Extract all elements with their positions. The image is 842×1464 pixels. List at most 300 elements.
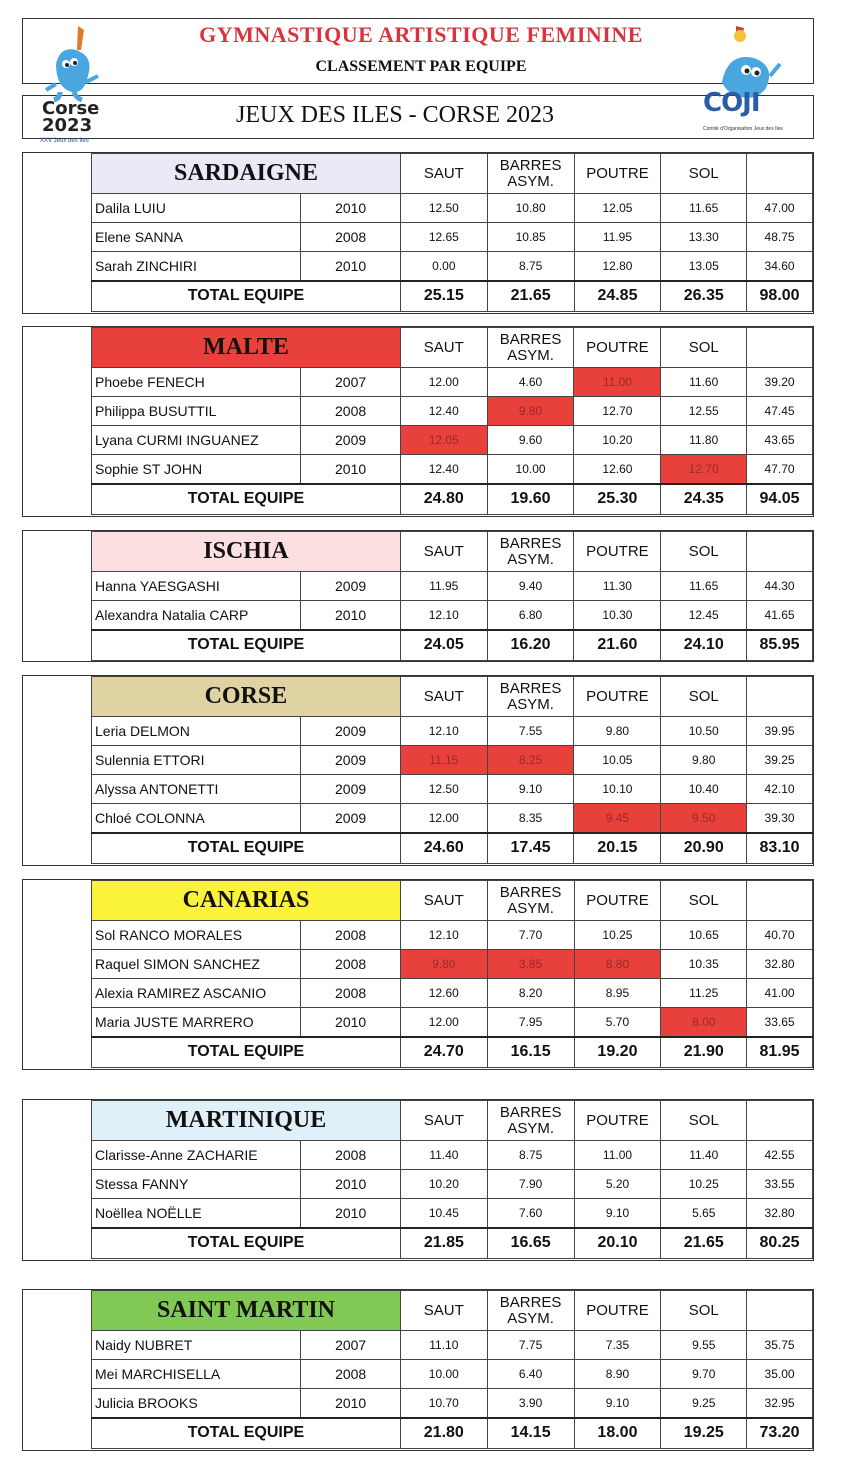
athlete-year: 2008 <box>301 921 401 950</box>
column-poutre: POUTRE <box>574 328 661 368</box>
athlete-name: Alexandra Natalia CARP <box>92 601 301 630</box>
score-barres: 7.55 <box>487 717 574 746</box>
score-barres: 10.00 <box>487 455 574 484</box>
score-barres: 9.80 <box>487 397 574 426</box>
score-poutre: 8.95 <box>574 979 661 1008</box>
score-saut: 10.45 <box>401 1199 488 1228</box>
team-header-row <box>92 1101 813 1141</box>
total-label: TOTAL EQUIPE <box>92 1228 401 1259</box>
column-poutre: POUTRE <box>574 1291 661 1331</box>
total-team: 98.00 <box>747 281 813 312</box>
athlete-year: 2008 <box>301 1141 401 1170</box>
column-total-empty <box>747 532 813 572</box>
score-sol: 9.55 <box>661 1331 747 1360</box>
athlete-row <box>92 397 813 426</box>
score-sol: 8.00 <box>661 1008 747 1037</box>
column-saut: SAUT <box>401 1101 488 1141</box>
athlete-name: Philippa BUSUTTIL <box>92 397 301 426</box>
score-total: 35.00 <box>747 1360 813 1389</box>
score-sol: 9.25 <box>661 1389 747 1418</box>
column-sol: SOL <box>661 532 747 572</box>
team-header-row <box>92 677 813 717</box>
team-name: MALTE <box>92 328 401 368</box>
team-table <box>91 1100 813 1259</box>
score-total: 47.70 <box>747 455 813 484</box>
team-total-row <box>92 1037 813 1068</box>
total-sol: 26.35 <box>661 281 747 312</box>
logo-left-caption: XXV Jeux des Iles <box>40 138 89 144</box>
athlete-row <box>92 572 813 601</box>
score-poutre: 11.00 <box>574 368 661 397</box>
score-saut: 10.00 <box>400 1360 487 1389</box>
athlete-year: 2009 <box>301 804 401 833</box>
total-sol: 20.90 <box>661 833 747 864</box>
score-saut: 12.50 <box>400 775 487 804</box>
team-table <box>91 153 813 312</box>
score-sol: 11.80 <box>661 426 747 455</box>
athlete-name: Clarisse-Anne ZACHARIE <box>92 1141 301 1170</box>
score-barres: 8.35 <box>487 804 574 833</box>
score-total: 42.55 <box>747 1141 813 1170</box>
column-saut: SAUT <box>400 532 487 572</box>
score-poutre: 7.35 <box>574 1331 661 1360</box>
total-sol: 21.65 <box>661 1228 747 1259</box>
column-poutre: POUTRE <box>574 881 661 921</box>
team-total-row <box>92 281 813 312</box>
score-poutre: 10.05 <box>574 746 661 775</box>
total-barres: 17.45 <box>487 833 574 864</box>
athlete-row <box>92 368 813 397</box>
score-total: 41.00 <box>747 979 813 1008</box>
score-barres: 3.90 <box>487 1389 574 1418</box>
score-poutre: 5.20 <box>574 1170 661 1199</box>
column-barres: BARRES ASYM. <box>487 1101 574 1141</box>
column-saut: SAUT <box>400 677 487 717</box>
athlete-year: 2009 <box>301 572 401 601</box>
score-saut: 12.50 <box>400 194 487 223</box>
athlete-year: 2010 <box>301 194 401 223</box>
athlete-name: Alexia RAMIREZ ASCANIO <box>92 979 301 1008</box>
athlete-year: 2008 <box>301 1360 401 1389</box>
score-poutre: 10.10 <box>574 775 661 804</box>
team-header-row <box>92 532 813 572</box>
score-barres: 8.75 <box>487 1141 574 1170</box>
score-total: 47.45 <box>747 397 813 426</box>
score-saut: 9.80 <box>400 950 487 979</box>
score-sol: 12.45 <box>661 601 747 630</box>
athlete-name: Julicia BROOKS <box>92 1389 301 1418</box>
score-barres: 7.60 <box>487 1199 574 1228</box>
athlete-row <box>92 455 813 484</box>
athlete-year: 2010 <box>301 252 401 281</box>
team-header-row <box>92 328 813 368</box>
score-barres: 7.75 <box>487 1331 574 1360</box>
score-poutre: 5.70 <box>574 1008 661 1037</box>
total-saut: 24.70 <box>400 1037 487 1068</box>
score-total: 33.55 <box>747 1170 813 1199</box>
score-sol: 10.40 <box>661 775 747 804</box>
score-total: 40.70 <box>747 921 813 950</box>
athlete-year: 2010 <box>301 1199 401 1228</box>
score-saut: 10.70 <box>400 1389 487 1418</box>
column-total-empty <box>747 1291 813 1331</box>
team-name: ISCHIA <box>92 532 401 572</box>
team-table <box>91 327 813 515</box>
score-poutre: 10.25 <box>574 921 661 950</box>
athlete-year: 2009 <box>301 717 401 746</box>
score-total: 39.20 <box>747 368 813 397</box>
athlete-year: 2008 <box>301 223 401 252</box>
score-barres: 7.70 <box>487 921 574 950</box>
score-saut: 12.65 <box>400 223 487 252</box>
athlete-name: Raquel SIMON SANCHEZ <box>92 950 301 979</box>
column-total-empty <box>747 154 813 194</box>
score-barres: 7.95 <box>487 1008 574 1037</box>
total-poutre: 21.60 <box>574 630 661 661</box>
column-barres: BARRES ASYM. <box>487 881 574 921</box>
score-total: 33.65 <box>747 1008 813 1037</box>
score-barres: 6.80 <box>487 601 574 630</box>
score-total: 39.30 <box>747 804 813 833</box>
column-total-empty <box>747 881 813 921</box>
total-barres: 16.20 <box>487 630 574 661</box>
column-barres: BARRES ASYM. <box>487 328 574 368</box>
athlete-row <box>92 252 813 281</box>
team-total-row <box>92 833 813 864</box>
score-poutre: 9.45 <box>574 804 661 833</box>
score-sol: 12.55 <box>661 397 747 426</box>
score-saut: 11.10 <box>400 1331 487 1360</box>
column-poutre: POUTRE <box>574 532 661 572</box>
athlete-name: Sophie ST JOHN <box>92 455 301 484</box>
score-barres: 6.40 <box>487 1360 574 1389</box>
athlete-year: 2009 <box>301 746 401 775</box>
score-sol: 13.05 <box>661 252 747 281</box>
athlete-name: Alyssa ANTONETTI <box>92 775 301 804</box>
score-saut: 12.40 <box>400 397 487 426</box>
athlete-row <box>92 804 813 833</box>
team-total-row <box>92 484 813 515</box>
total-barres: 16.15 <box>487 1037 574 1068</box>
athlete-row <box>92 1141 813 1170</box>
score-total: 43.65 <box>747 426 813 455</box>
score-total: 41.65 <box>747 601 813 630</box>
team-total-row <box>92 630 813 661</box>
total-team: 85.95 <box>747 630 813 661</box>
athlete-year: 2008 <box>301 979 401 1008</box>
score-barres: 9.10 <box>487 775 574 804</box>
athlete-name: Chloé COLONNA <box>92 804 301 833</box>
athlete-row <box>92 1331 813 1360</box>
column-barres: BARRES ASYM. <box>487 1291 574 1331</box>
score-total: 35.75 <box>747 1331 813 1360</box>
athlete-row <box>92 194 813 223</box>
score-sol: 11.65 <box>661 194 747 223</box>
team-name: SAINT MARTIN <box>92 1291 401 1331</box>
total-sol: 24.35 <box>661 484 747 515</box>
team-header-row <box>92 154 813 194</box>
athlete-row <box>92 601 813 630</box>
athlete-row <box>92 921 813 950</box>
column-total-empty <box>747 677 813 717</box>
athlete-name: Noëllea NOËLLE <box>92 1199 301 1228</box>
score-total: 32.95 <box>747 1389 813 1418</box>
total-saut: 25.15 <box>400 281 487 312</box>
total-saut: 24.80 <box>400 484 487 515</box>
column-barres: BARRES ASYM. <box>487 532 574 572</box>
total-poutre: 25.30 <box>574 484 661 515</box>
score-poutre: 11.30 <box>574 572 661 601</box>
score-saut: 11.40 <box>401 1141 488 1170</box>
total-saut: 21.80 <box>400 1418 487 1449</box>
column-sol: SOL <box>661 677 747 717</box>
score-saut: 10.20 <box>401 1170 488 1199</box>
score-sol: 10.65 <box>661 921 747 950</box>
total-sol: 24.10 <box>661 630 747 661</box>
score-sol: 9.70 <box>661 1360 747 1389</box>
team-name: SARDAIGNE <box>92 154 401 194</box>
score-poutre: 12.80 <box>574 252 661 281</box>
total-team: 81.95 <box>747 1037 813 1068</box>
athlete-year: 2008 <box>301 950 401 979</box>
team-block <box>22 152 814 314</box>
score-sol: 10.25 <box>661 1170 747 1199</box>
score-barres: 7.90 <box>487 1170 574 1199</box>
team-total-row <box>92 1228 813 1259</box>
total-label: TOTAL EQUIPE <box>92 281 401 312</box>
athlete-year: 2009 <box>301 426 401 455</box>
athlete-year: 2007 <box>301 1331 401 1360</box>
score-poutre: 11.95 <box>574 223 661 252</box>
total-saut: 24.05 <box>400 630 487 661</box>
team-block <box>22 1099 814 1261</box>
total-barres: 21.65 <box>487 281 574 312</box>
athlete-row <box>92 1170 813 1199</box>
athlete-name: Hanna YAESGASHI <box>92 572 301 601</box>
column-sol: SOL <box>661 154 747 194</box>
score-poutre: 12.60 <box>574 455 661 484</box>
team-block <box>22 675 814 866</box>
team-table <box>91 676 813 864</box>
total-label: TOTAL EQUIPE <box>92 833 401 864</box>
column-barres: BARRES ASYM. <box>487 154 574 194</box>
athlete-row <box>92 426 813 455</box>
athlete-name: Elene SANNA <box>92 223 301 252</box>
score-sol: 10.35 <box>661 950 747 979</box>
athlete-name: Sulennia ETTORI <box>92 746 301 775</box>
score-total: 47.00 <box>747 194 813 223</box>
score-poutre: 10.30 <box>574 601 661 630</box>
total-label: TOTAL EQUIPE <box>92 1418 401 1449</box>
column-sol: SOL <box>661 328 747 368</box>
column-poutre: POUTRE <box>574 154 661 194</box>
score-poutre: 9.80 <box>574 717 661 746</box>
score-saut: 12.00 <box>400 368 487 397</box>
page-subtitle: CLASSEMENT PAR EQUIPE <box>315 58 527 75</box>
athlete-year: 2010 <box>301 1008 401 1037</box>
score-total: 39.95 <box>747 717 813 746</box>
athlete-row <box>92 1389 813 1418</box>
athlete-row <box>92 1360 813 1389</box>
total-poutre: 18.00 <box>574 1418 661 1449</box>
athlete-name: Leria DELMON <box>92 717 301 746</box>
team-name: CORSE <box>92 677 401 717</box>
score-saut: 0.00 <box>400 252 487 281</box>
athlete-row <box>92 775 813 804</box>
athlete-name: Phoebe FENECH <box>92 368 301 397</box>
team-name: CANARIAS <box>92 881 401 921</box>
team-header-row <box>92 881 813 921</box>
team-table <box>91 1290 813 1449</box>
column-total-empty <box>747 328 813 368</box>
total-barres: 14.15 <box>487 1418 574 1449</box>
score-sol: 9.80 <box>661 746 747 775</box>
logo-left-text: Corse 2023 <box>42 98 100 136</box>
score-barres: 10.80 <box>487 194 574 223</box>
total-poutre: 24.85 <box>574 281 661 312</box>
total-saut: 24.60 <box>400 833 487 864</box>
score-poutre: 12.05 <box>574 194 661 223</box>
score-sol: 12.70 <box>661 455 747 484</box>
athlete-name: Maria JUSTE MARRERO <box>92 1008 301 1037</box>
score-saut: 12.00 <box>400 804 487 833</box>
column-sol: SOL <box>661 1291 747 1331</box>
column-saut: SAUT <box>400 328 487 368</box>
athlete-name: Sol RANCO MORALES <box>92 921 301 950</box>
score-saut: 11.15 <box>400 746 487 775</box>
athlete-name: Lyana CURMI INGUANEZ <box>92 426 301 455</box>
athlete-row <box>92 1008 813 1037</box>
score-sol: 11.25 <box>661 979 747 1008</box>
athlete-row <box>92 979 813 1008</box>
column-poutre: POUTRE <box>574 1101 661 1141</box>
total-team: 73.20 <box>747 1418 813 1449</box>
athlete-row <box>92 1199 813 1228</box>
score-poutre: 9.10 <box>574 1389 661 1418</box>
score-total: 32.80 <box>747 1199 813 1228</box>
athlete-year: 2008 <box>301 397 401 426</box>
score-barres: 8.20 <box>487 979 574 1008</box>
score-barres: 8.75 <box>487 252 574 281</box>
score-sol: 10.50 <box>661 717 747 746</box>
column-saut: SAUT <box>400 881 487 921</box>
score-barres: 8.25 <box>487 746 574 775</box>
score-sol: 11.65 <box>661 572 747 601</box>
athlete-row <box>92 717 813 746</box>
score-total: 44.30 <box>747 572 813 601</box>
total-label: TOTAL EQUIPE <box>92 630 401 661</box>
total-team: 80.25 <box>747 1228 813 1259</box>
total-team: 94.05 <box>747 484 813 515</box>
score-poutre: 10.20 <box>574 426 661 455</box>
score-saut: 12.00 <box>400 1008 487 1037</box>
column-sol: SOL <box>661 1101 747 1141</box>
score-poutre: 12.70 <box>574 397 661 426</box>
team-block <box>22 326 814 517</box>
column-sol: SOL <box>661 881 747 921</box>
total-team: 83.10 <box>747 833 813 864</box>
total-barres: 19.60 <box>487 484 574 515</box>
coji-logo-text: COJI <box>703 88 760 118</box>
total-sol: 21.90 <box>661 1037 747 1068</box>
column-total-empty <box>747 1101 813 1141</box>
athlete-row <box>92 223 813 252</box>
column-saut: SAUT <box>400 1291 487 1331</box>
team-table <box>91 531 813 661</box>
athlete-name: Dalila LUIU <box>92 194 301 223</box>
athlete-year: 2007 <box>301 368 401 397</box>
score-saut: 12.10 <box>400 601 487 630</box>
score-sol: 9.50 <box>661 804 747 833</box>
score-sol: 13.30 <box>661 223 747 252</box>
total-saut: 21.85 <box>401 1228 488 1259</box>
score-saut: 11.95 <box>400 572 487 601</box>
score-sol: 11.60 <box>661 368 747 397</box>
event-title: JEUX DES ILES - CORSE 2023 <box>236 102 555 128</box>
athlete-row <box>92 950 813 979</box>
team-block <box>22 879 814 1070</box>
team-table <box>91 880 813 1068</box>
score-total: 39.25 <box>747 746 813 775</box>
column-saut: SAUT <box>400 154 487 194</box>
score-poutre: 8.90 <box>574 1360 661 1389</box>
athlete-year: 2010 <box>301 1170 401 1199</box>
total-barres: 16.65 <box>487 1228 574 1259</box>
total-poutre: 19.20 <box>574 1037 661 1068</box>
score-saut: 12.10 <box>400 717 487 746</box>
score-saut: 12.10 <box>400 921 487 950</box>
total-poutre: 20.15 <box>574 833 661 864</box>
score-saut: 12.05 <box>400 426 487 455</box>
column-poutre: POUTRE <box>574 677 661 717</box>
athlete-name: Mei MARCHISELLA <box>92 1360 301 1389</box>
total-label: TOTAL EQUIPE <box>92 1037 401 1068</box>
coji-logo-caption: Comité d'Organisation Jeux des Iles <box>703 126 783 132</box>
athlete-name: Naidy NUBRET <box>92 1331 301 1360</box>
team-name: MARTINIQUE <box>92 1101 401 1141</box>
column-barres: BARRES ASYM. <box>487 677 574 717</box>
athlete-year: 2009 <box>301 775 401 804</box>
team-block <box>22 1289 814 1451</box>
athlete-year: 2010 <box>301 1389 401 1418</box>
score-total: 42.10 <box>747 775 813 804</box>
score-barres: 10.85 <box>487 223 574 252</box>
total-label: TOTAL EQUIPE <box>92 484 401 515</box>
team-total-row <box>92 1418 813 1449</box>
score-total: 32.80 <box>747 950 813 979</box>
team-header-row <box>92 1291 813 1331</box>
team-block <box>22 530 814 662</box>
athlete-year: 2010 <box>301 601 401 630</box>
score-poutre: 8.80 <box>574 950 661 979</box>
score-sol: 11.40 <box>661 1141 747 1170</box>
score-barres: 9.60 <box>487 426 574 455</box>
score-barres: 9.40 <box>487 572 574 601</box>
page-title: GYMNASTIQUE ARTISTIQUE FEMININE <box>199 22 643 47</box>
score-poutre: 9.10 <box>574 1199 661 1228</box>
score-total: 34.60 <box>747 252 813 281</box>
score-sol: 5.65 <box>661 1199 747 1228</box>
score-barres: 3.85 <box>487 950 574 979</box>
total-sol: 19.25 <box>661 1418 747 1449</box>
athlete-name: Stessa FANNY <box>92 1170 301 1199</box>
athlete-name: Sarah ZINCHIRI <box>92 252 301 281</box>
total-poutre: 20.10 <box>574 1228 661 1259</box>
athlete-row <box>92 746 813 775</box>
score-barres: 4.60 <box>487 368 574 397</box>
score-total: 48.75 <box>747 223 813 252</box>
score-saut: 12.60 <box>400 979 487 1008</box>
